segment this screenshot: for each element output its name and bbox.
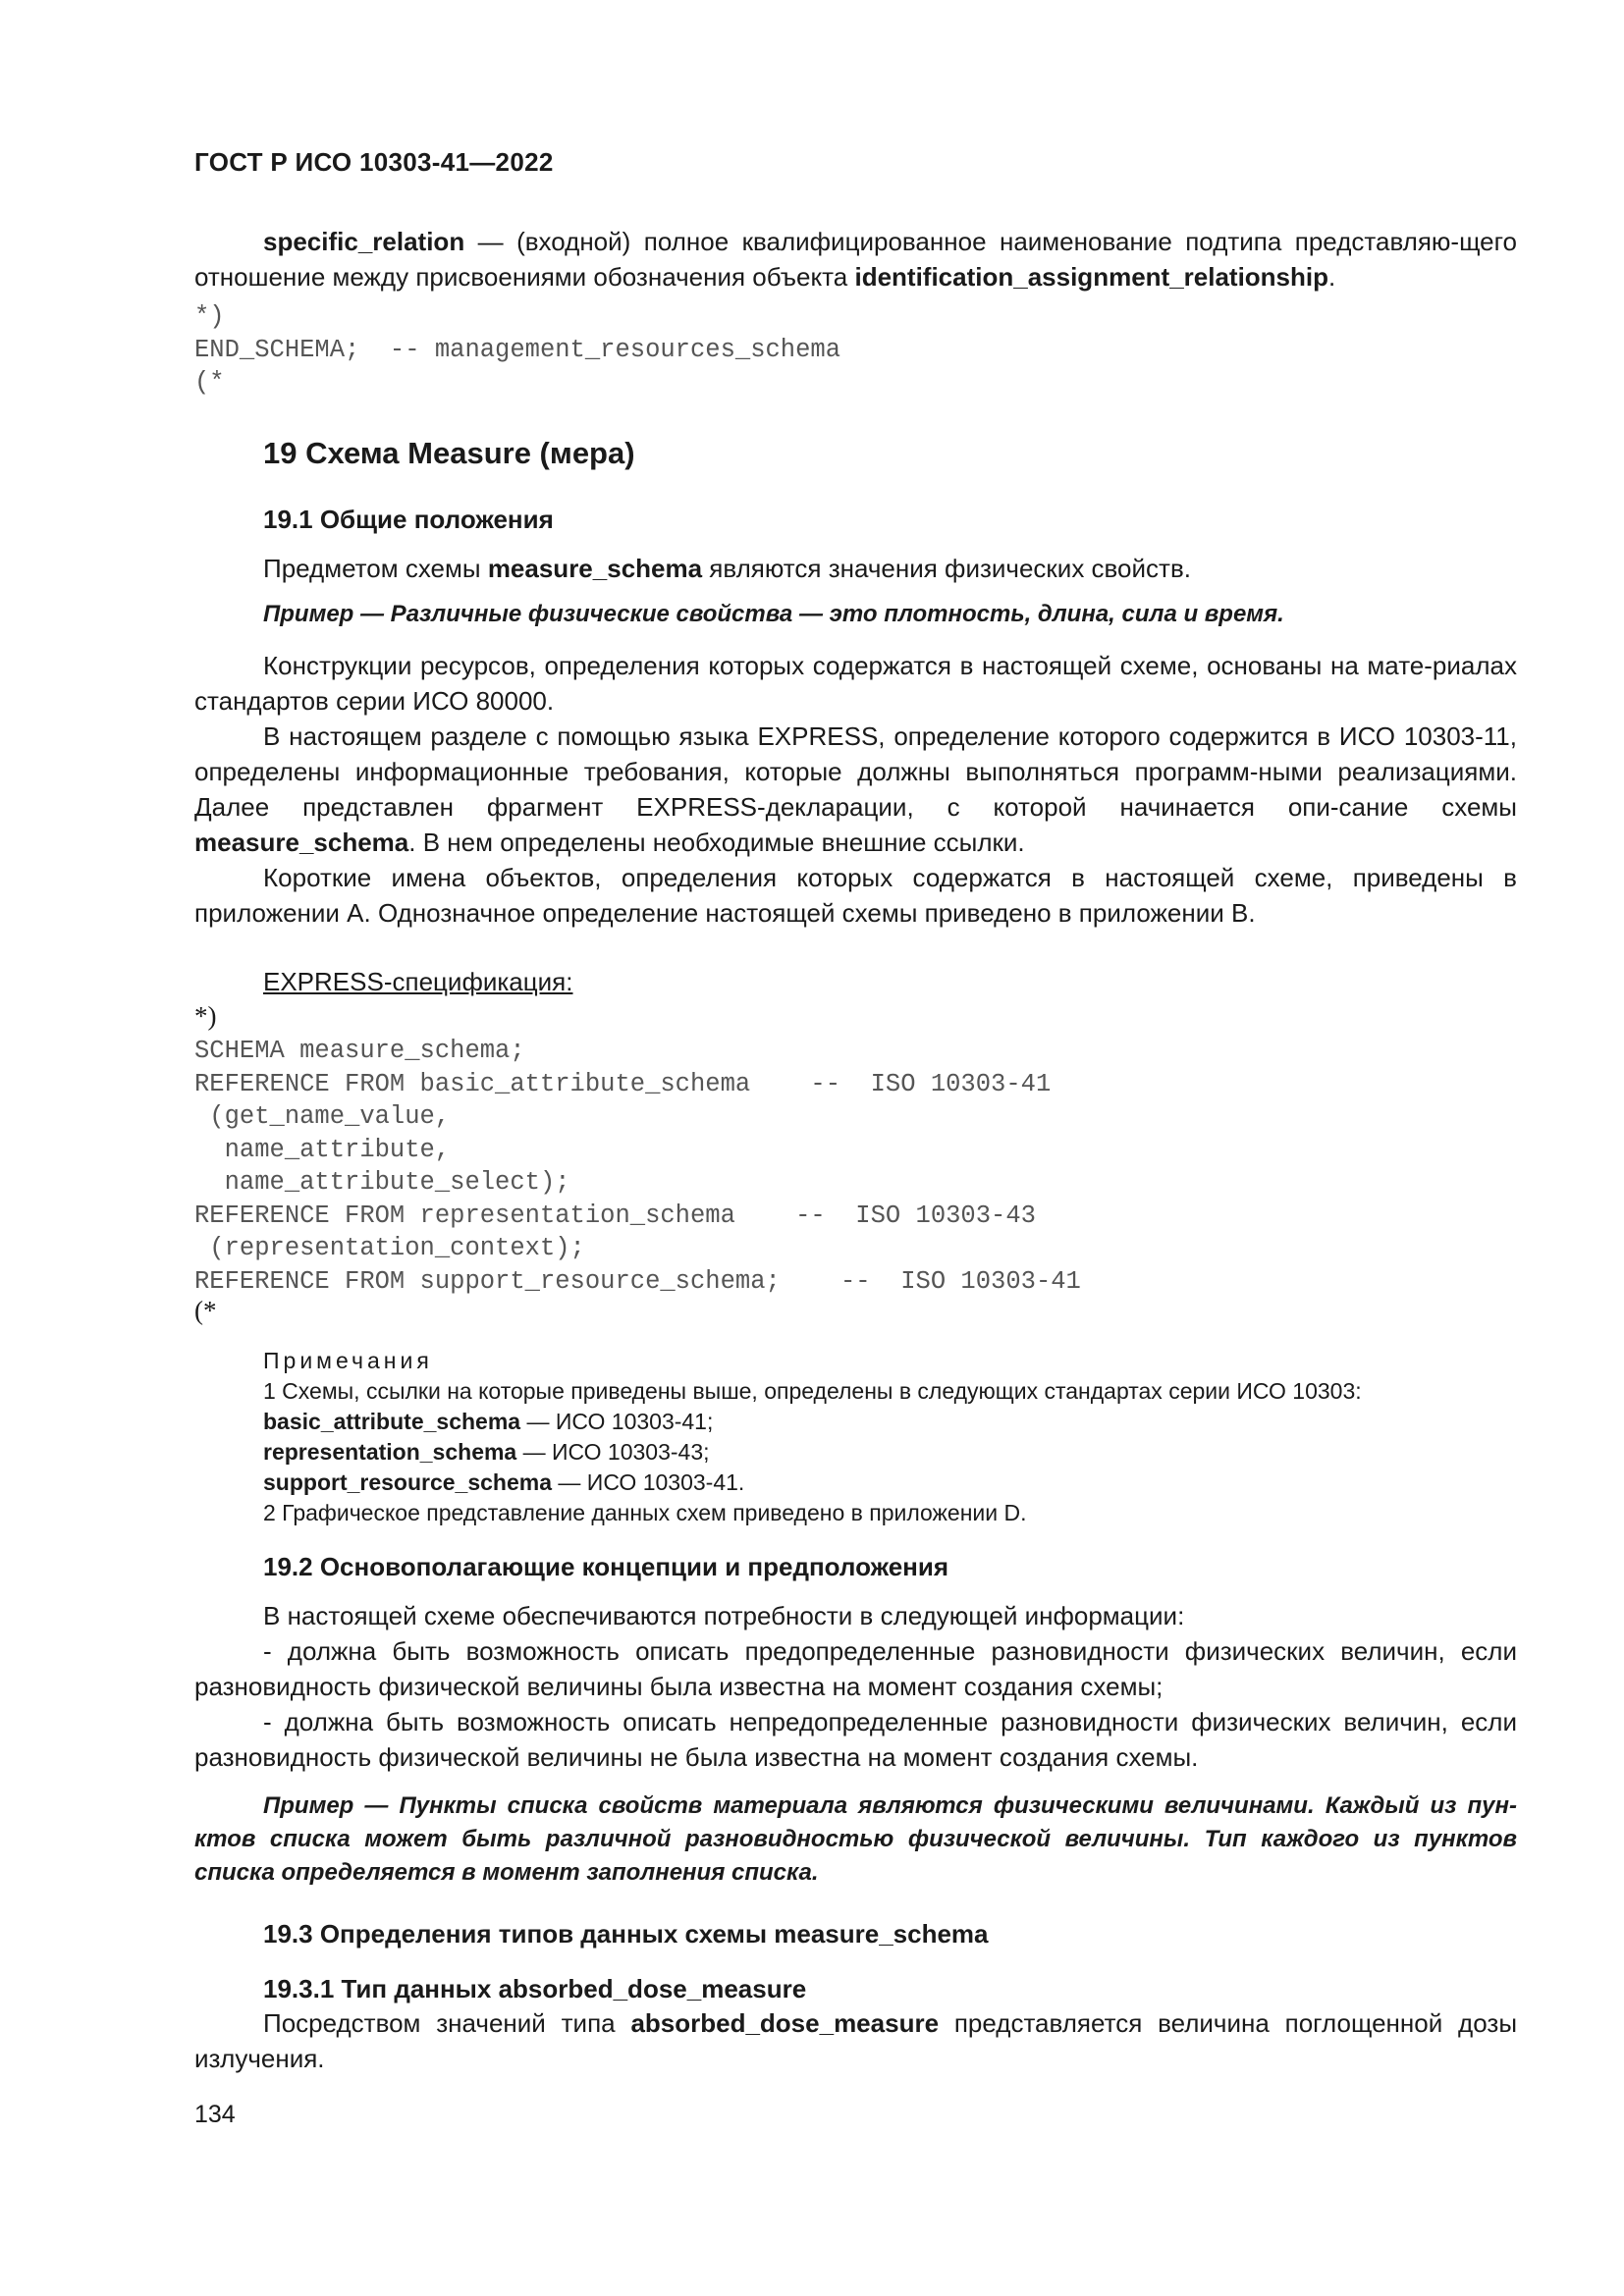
text: являются значения физических свойств.	[702, 554, 1191, 583]
paragraph-short-names	[194, 860, 1517, 931]
text: — ИСО 10303-41;	[520, 1409, 714, 1434]
subsection-heading-19-3: 19.3 Определения типов данных схемы measure_schema	[263, 1919, 989, 1949]
example-text: Пример — Различные физические свойства — это плотность, длина, сила и время.	[263, 601, 1284, 627]
paragraph-constructions	[194, 648, 1517, 719]
term-absorbed-dose-measure: absorbed_dose_measure	[630, 2008, 940, 2038]
text: - должна быть возможность описать непредопределенные разновидности физических величин, если разновидность физической величины не была известна на момент создания схемы.	[194, 1707, 1517, 1772]
paragraph-needs: В настоящей схеме обеспечиваются потребности в следующей информации:	[263, 1601, 1185, 1630]
note-1-item	[263, 1437, 1520, 1468]
text: Конструкции ресурсов, определения которых содержатся в настоящей схеме, основаны на мате-риалах стандартов серии ИСО 80000.	[194, 651, 1517, 716]
example-2	[194, 1789, 1517, 1890]
term-support-resource-schema: support_resource_schema	[263, 1469, 553, 1495]
text: . В нем определены необходимые внешние ссылки.	[408, 828, 1025, 857]
notes-block	[263, 1346, 1520, 1528]
text: - должна быть возможность описать предопределенные разновидности физических величин, если разновидность физической величины была известна на момент создания схемы;	[194, 1636, 1517, 1701]
note-1-item	[263, 1468, 1520, 1498]
code-open-marker: *)	[194, 1001, 217, 1031]
code-line: name_attribute_select);	[194, 1168, 570, 1197]
code-line: (get_name_value,	[194, 1102, 451, 1131]
code-line: REFERENCE FROM basic_attribute_schema -- ISO 10303-41	[194, 1069, 1052, 1098]
code-block-end-schema	[194, 300, 840, 400]
code-line: SCHEMA measure_schema;	[194, 1037, 525, 1065]
list-item-predefined	[194, 1633, 1517, 1704]
subsection-heading-19-3-1: 19.3.1 Тип данных absorbed_dose_measure	[263, 1974, 807, 2003]
code-line: END_SCHEMA; -- management_resources_schema	[194, 335, 841, 364]
code-block-schema-measure	[194, 1035, 1081, 1298]
document-header: ГОСТ Р ИСО 10303-41—2022	[194, 147, 554, 177]
code-line: (*	[194, 368, 225, 397]
list-item-non-predefined	[194, 1704, 1517, 1775]
page-number: 134	[194, 2101, 236, 2128]
example-1	[194, 598, 1517, 631]
code-line: REFERENCE FROM support_resource_schema; -- ISO 10303-41	[194, 1266, 1081, 1296]
notes-title: Примечания	[263, 1348, 433, 1373]
intro-paragraph	[194, 224, 1517, 294]
text: Короткие имена объектов, определения которых содержатся в настоящей схеме, приведены в приложении А. Однозначное определение настоящей схемы приведено в приложении В.	[194, 863, 1517, 928]
subsection-heading-19-2: 19.2 Основополагающие концепции и предположения	[263, 1552, 949, 1581]
term-representation-schema: representation_schema	[263, 1439, 517, 1465]
text: Посредством значений типа	[263, 2008, 631, 2038]
intro-text-2: .	[1328, 262, 1336, 292]
paragraph-absorbed-dose	[194, 2005, 1517, 2076]
text: Предметом схемы	[263, 554, 488, 583]
term-measure-schema: measure_schema	[194, 828, 409, 857]
term-specific-relation: specific_relation	[263, 227, 465, 256]
text: — ИСО 10303-41.	[552, 1469, 745, 1495]
intro-text-1: — (входной) полное квалифицированное наименование подтипа представляю-щего отношение между присвоениями обозначения объекта	[194, 227, 1517, 292]
term-measure-schema: measure_schema	[487, 554, 703, 583]
note-1-item	[263, 1407, 1520, 1437]
term-identification-assignment-relationship: identification_assignment_relationship	[854, 262, 1329, 292]
example-text: Пример — Пункты списка свойств материала являются физическими величинами. Каждый из пун-ктов списка может быть различной разновидностью физической величины. Тип каждого из пунктов списка определяется в момент заполнения списка.	[194, 1792, 1517, 1886]
text: представляется величина поглощенной дозы излучения.	[194, 2008, 1518, 2073]
subsection-heading-19-1: 19.1 Общие положения	[263, 505, 554, 534]
section-heading-19: 19 Схема Measure (мера)	[263, 436, 635, 470]
note-2: 2 Графическое представление данных схем приведено в приложении D.	[263, 1500, 1027, 1525]
code-line: *)	[194, 302, 225, 331]
code-line: name_attribute,	[194, 1135, 451, 1164]
paragraph-subject	[263, 551, 1191, 586]
express-spec-label: EXPRESS-спецификация:	[263, 967, 573, 996]
term-basic-attribute-schema: basic_attribute_schema	[263, 1409, 521, 1434]
paragraph-express	[194, 719, 1517, 860]
code-line: REFERENCE FROM representation_schema -- ISO 10303-43	[194, 1201, 1036, 1230]
text: В настоящем разделе с помощью языка EXPRESS, определение которого содержится в ИСО 10303-11, определены информационные требования, которые должны выполняться программ-ными реализациями. Далее представлен фрагмент EXPRESS-декларации, с которой начинается опи-сание схемы	[194, 721, 1517, 822]
text: — ИСО 10303-43;	[516, 1439, 710, 1465]
code-close-marker: (*	[194, 1296, 217, 1325]
code-line: (representation_context);	[194, 1234, 585, 1262]
note-1: 1 Схемы, ссылки на которые приведены выше, определены в следующих стандартах серии ИСО 10303:	[263, 1378, 1362, 1404]
